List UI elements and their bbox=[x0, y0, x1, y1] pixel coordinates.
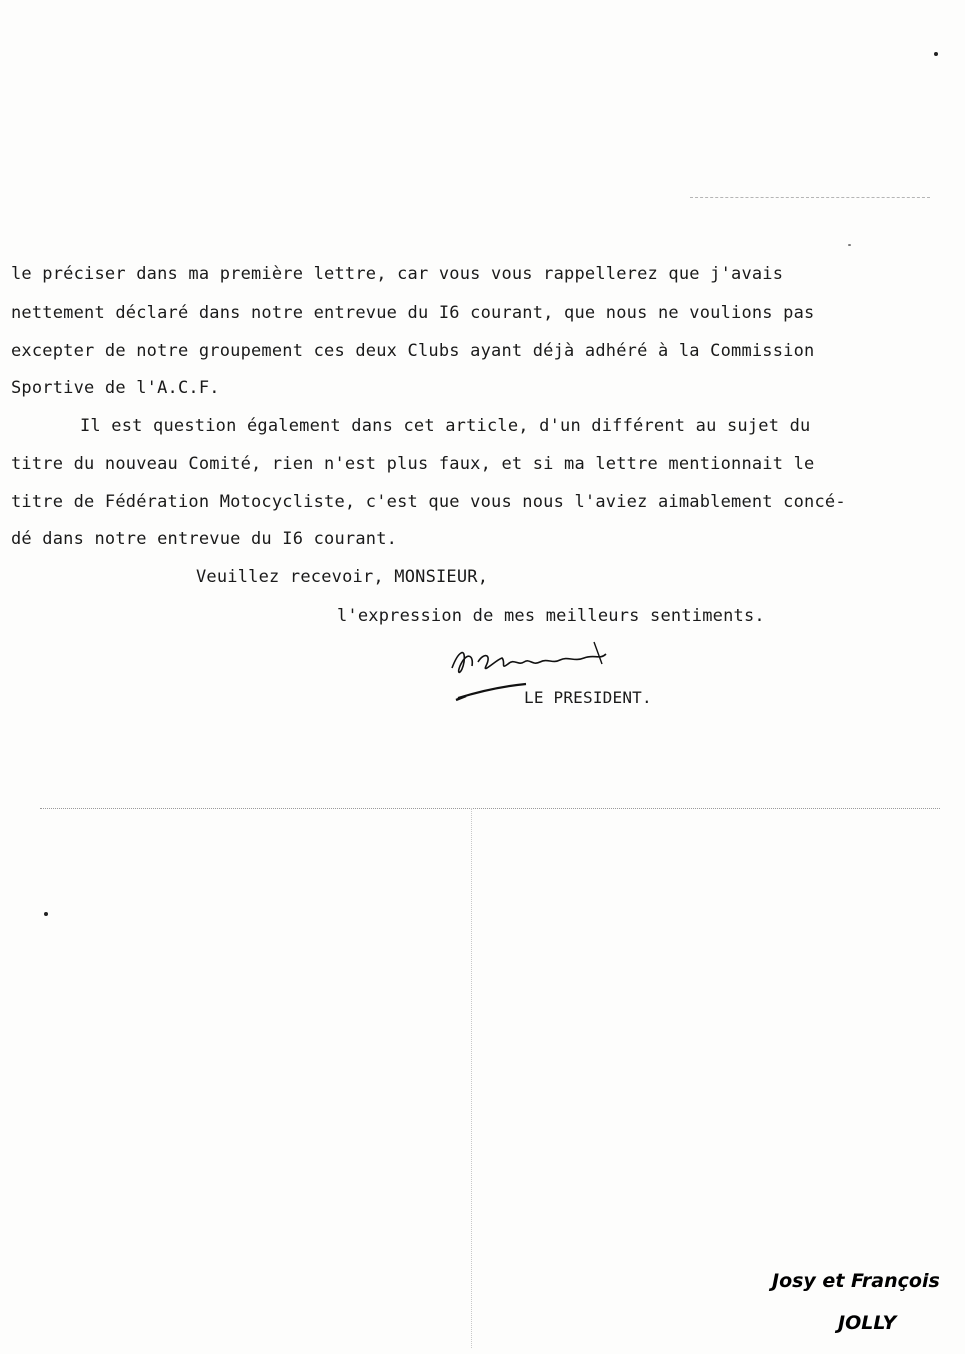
faint-rule-top bbox=[690, 197, 930, 198]
fold-line-horizontal bbox=[40, 808, 940, 809]
letter-line-1: le préciser dans ma première lettre, car vous vous rappellerez que j'avais bbox=[11, 264, 784, 284]
closing-salutation: Veuillez recevoir, MONSIEUR, bbox=[196, 567, 489, 587]
letter-line-6: titre du nouveau Comité, rien n'est plus faux, et si ma lettre mentionnait le bbox=[11, 454, 815, 474]
letter-line-4: Sportive de l'A.C.F. bbox=[11, 378, 220, 398]
letter-line-7: titre de Fédération Motocycliste, c'est que vous nous l'aviez aimablement concé- bbox=[11, 492, 846, 512]
closing-expression: l'expression de mes meilleurs sentiments. bbox=[337, 606, 765, 626]
credit-line-2: JOLLY bbox=[838, 1312, 897, 1334]
ink-speck bbox=[934, 52, 938, 56]
ink-speck bbox=[848, 244, 851, 246]
letter-line-3: excepter de notre groupement ces deux Clubs ayant déjà adhéré à la Commission bbox=[11, 341, 815, 361]
credit-line-1: Josy et François bbox=[772, 1270, 940, 1292]
letter-line-2: nettement déclaré dans notre entrevue du I6 courant, que nous ne voulions pas bbox=[11, 303, 815, 323]
signatory-title: LE PRESIDENT. bbox=[524, 688, 652, 707]
letter-line-5: Il est question également dans cet article, d'un différent au sujet du bbox=[80, 416, 811, 436]
letter-line-8: dé dans notre entrevue du I6 courant. bbox=[11, 529, 398, 549]
fold-line-vertical bbox=[471, 808, 472, 1348]
ink-speck bbox=[44, 912, 48, 916]
bleed-through-text bbox=[40, 770, 306, 790]
